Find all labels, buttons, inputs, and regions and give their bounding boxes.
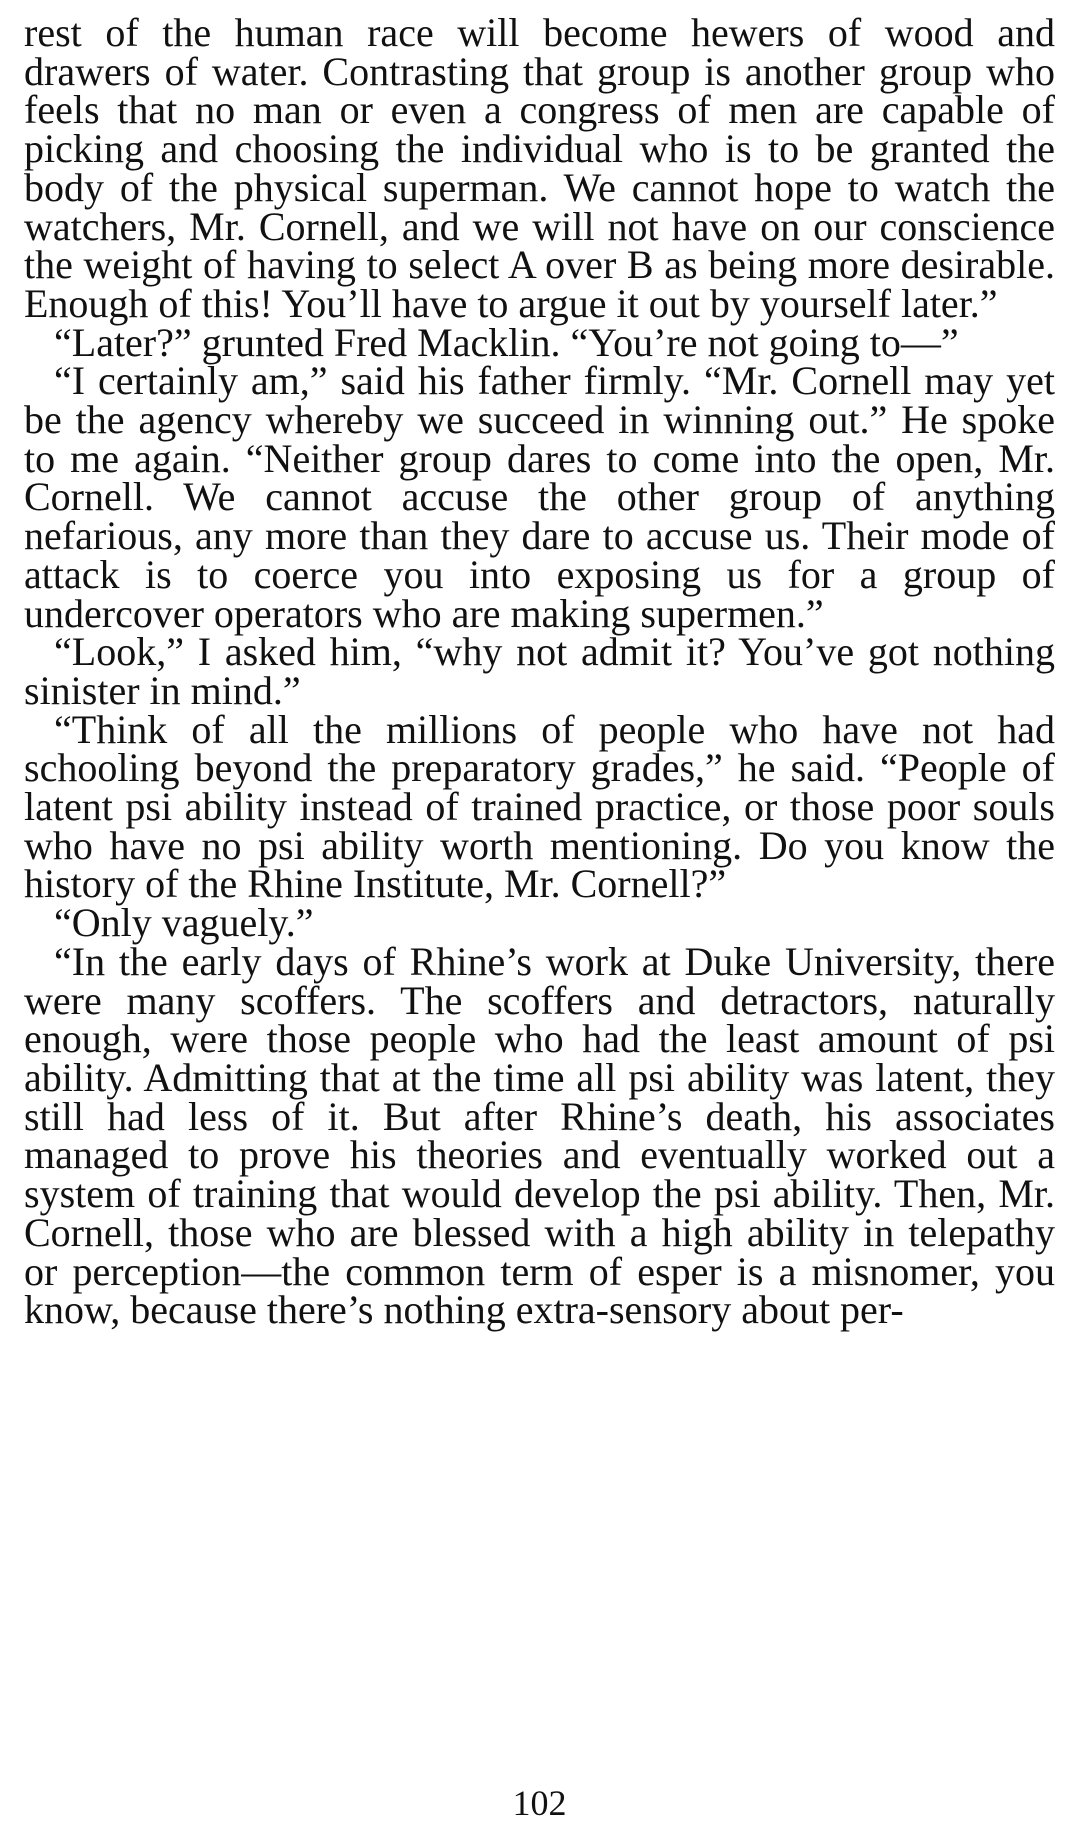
paragraph: “In the early days of Rhine’s work at Duke University, there were many scoffers. The scoffers and detractors, naturally enough, were those people who had the least amount of psi ability. Admitting that at the time all psi ability was latent, they still had less of it. But after Rhine’s death, his associates managed to prove his theories and eventually worked out a system of training that would develop the psi ability. Then, Mr. Cornell, those who are blessed with a high ability in telepathy or perception—the common term of esper is a misnomer, you know, because there’s nothing extra-sensory about per- — [24, 938, 1055, 1333]
text-body — [24, 10, 1055, 1333]
paragraph-continuation: rest of the human race will become hewers of wood and drawers of water. Contrasting that group is another group who feels that no man or even a congress of men are capable of picking and choosing the individual who is to be granted the body of the physical superman. We cannot hope to watch the watchers, Mr. Cornell, and we will not have on our conscience the weight of having to select A over B as being more desirable. Enough of this! You’ll have to argue it out by yourself later.” — [24, 10, 1055, 326]
paragraph: “Later?” grunted Fred Macklin. “You’re not going to—” — [54, 319, 959, 365]
paragraph: “Look,” I asked him, “why not admit it? You’ve got nothing sinister in mind.” — [24, 629, 1055, 713]
paragraph: “Only vaguely.” — [54, 900, 314, 946]
page-number: 102 — [512, 1783, 567, 1823]
paragraph: “I certainly am,” said his father firmly. “Mr. Cornell may yet be the agency whereby we succeed in winning out.” He spoke to me again. “Neither group dares to come into the open, Mr. Cornell. We cannot accuse the other group of anything nefarious, any more than they dare to accuse us. Their mode of attack is to coerce you into exposing us for a group of undercover operators who are making supermen.” — [24, 358, 1055, 636]
paragraph: “Think of all the millions of people who have not had schooling beyond the preparatory grades,” he said. “People of latent psi ability instead of trained practice, or those poor souls who have no psi ability worth mentioning. Do you know the history of the Rhine Institute, Mr. Cornell?” — [24, 706, 1055, 907]
